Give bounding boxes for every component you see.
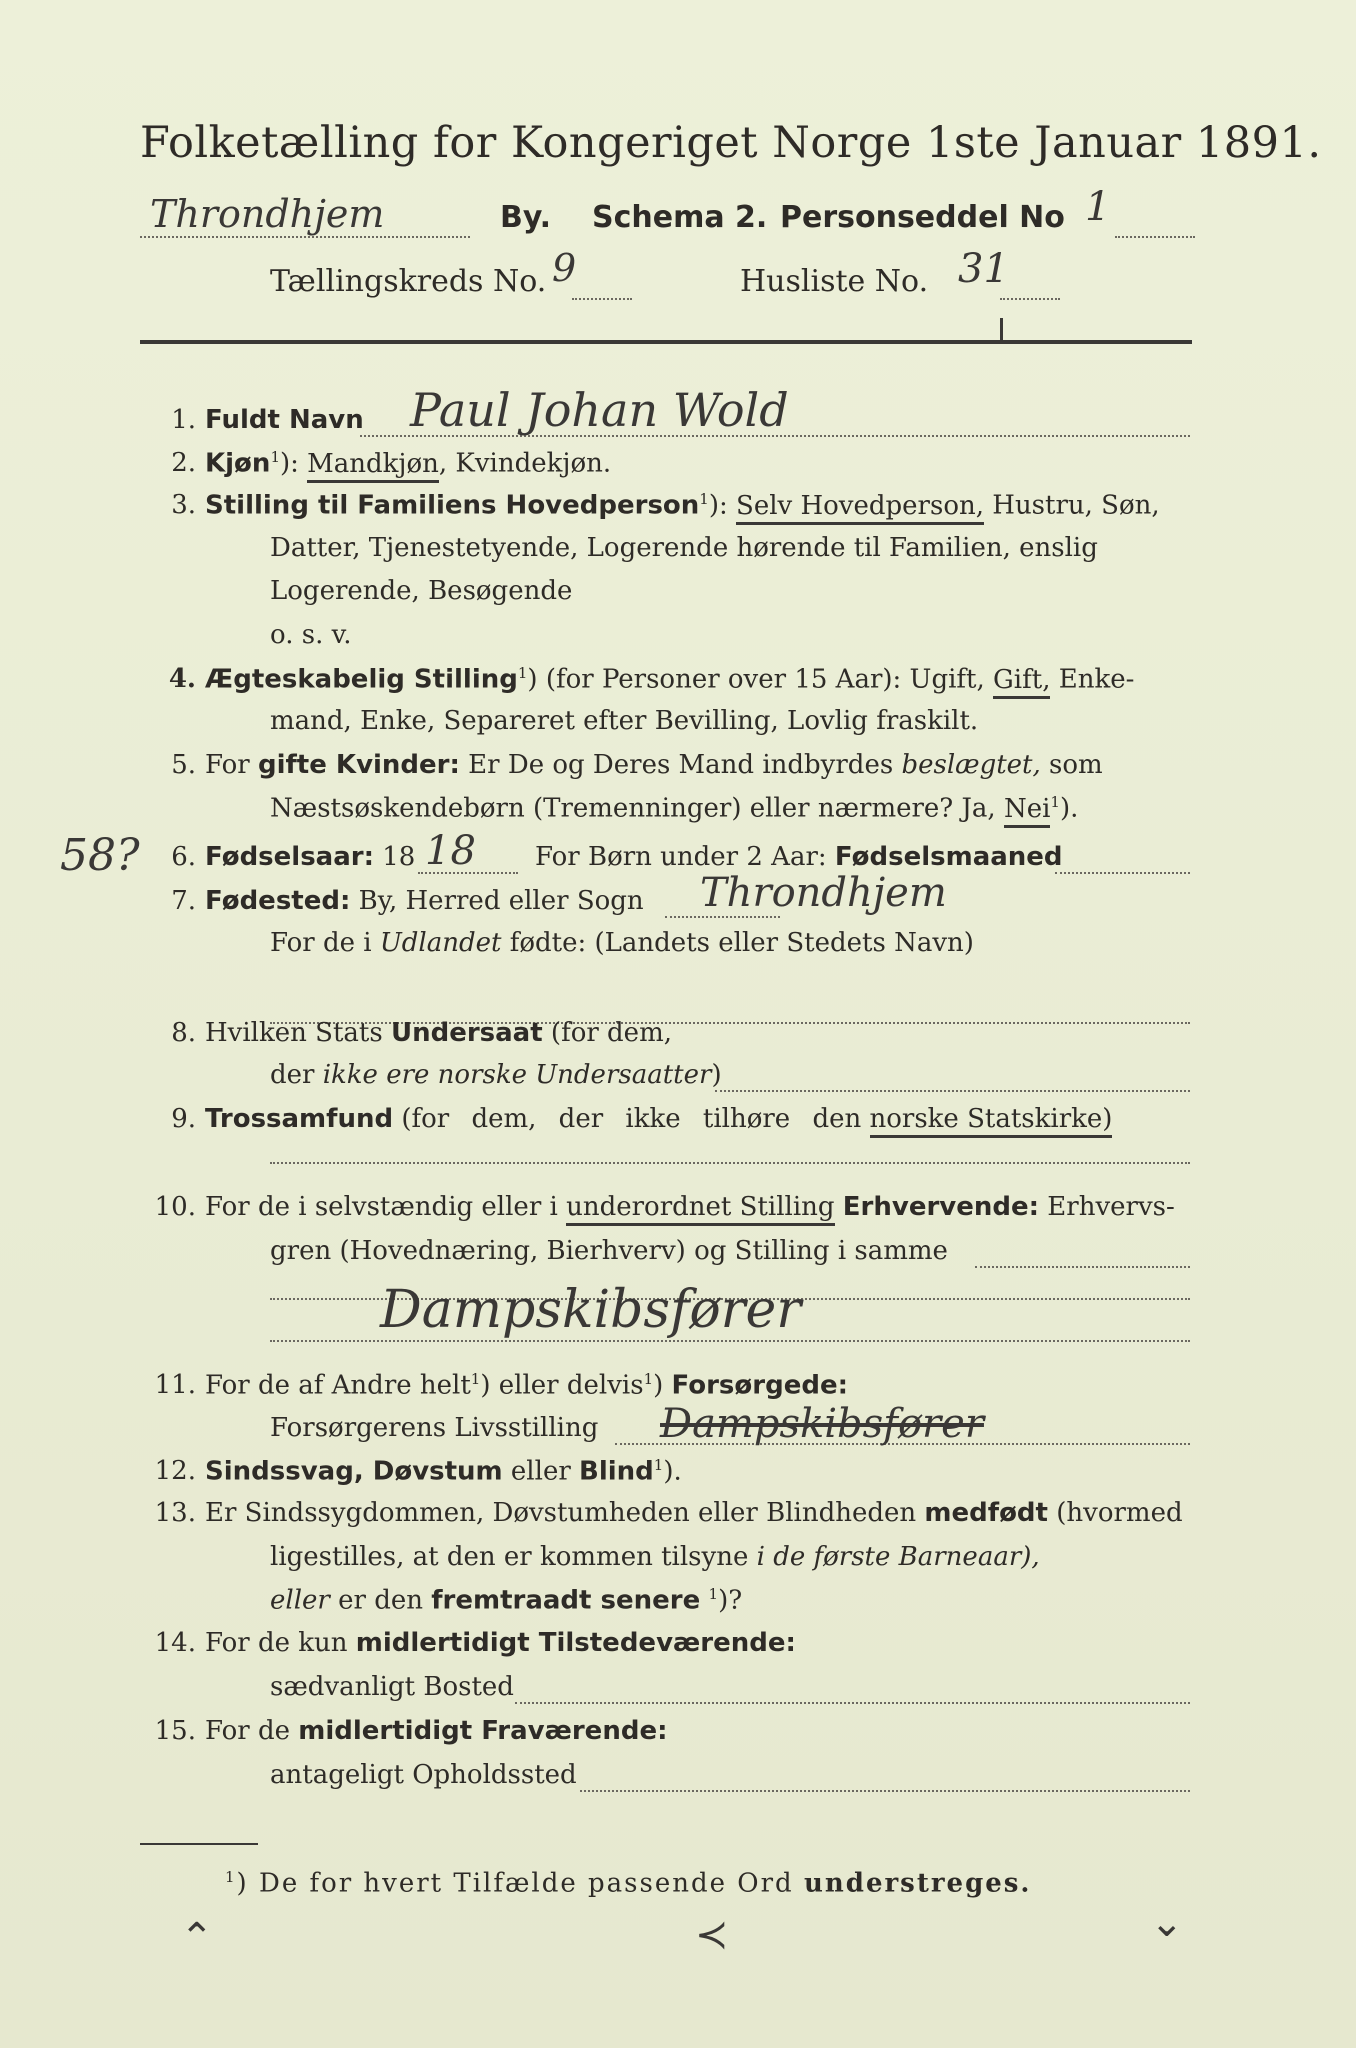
registration-mark-right: ⌄ xyxy=(1150,1900,1184,1946)
header-tick xyxy=(1000,318,1003,340)
q10-option-underordnet: underordnet Stilling xyxy=(566,1192,834,1226)
schema-label: Schema 2. xyxy=(592,200,768,235)
header-line-city xyxy=(140,184,1200,246)
q9-label: Trossamfund xyxy=(205,1104,394,1134)
q11-answer-livsstilling: Dampskibsfører xyxy=(660,1401,984,1447)
kreds-dotted-line xyxy=(572,298,632,300)
q10-answer-occupation: Dampskibsfører xyxy=(380,1280,802,1340)
q1-label: Fuldt Navn xyxy=(205,405,364,435)
q11-label: Forsørgede: xyxy=(671,1370,848,1401)
q12-label: Sindssvag, Døvstum xyxy=(205,1456,503,1487)
q6-margin-note: 58? xyxy=(60,830,140,881)
personseddel-dotted-line xyxy=(1115,236,1195,238)
census-form: Folketælling for Kongeriget Norge 1ste Januar 1891. Throndhjem By. Schema 2. Personseddel No 1 Tællingskreds No. 9 Husliste No. 31 1. Fuldt Navn Paul Johan Wold 2. Kjøn$^1$): Mandkjøn, Kvindekjøn. 3. Stilling til Familiens Hovedperson$^1$): Selv Hovedperson, Hustru, Søn, Datter, Tjenestetyende, Logerende hørende til Familien, enslig Logerende, Besøgende o. s. v. 4. Ægteskabelig Stilling$^1$) (for Personer over 15 Aar): Ugift, Gift, Enke- mand, Enke, Separeret efter Bevilling, Lovlig fraskilt. 5. For gifte Kvinder: Er De og Deres Mand indbyrdes beslægtet, som Næstsøskendebørn (Tremenninger) eller nærmere? Ja, Nei$^1$). 58? 6. Fødselsaar: 18 18 For Børn under 2 Aar: Fødselsmaaned 7. Fødested: By, Herred eller Sogn Throndhjem For de i Udlandet fødte: (Landets eller Stedets Navn) 8. Hvilken Stats Undersaat (for dem, der ikke ere norske Undersaatter) 9. Trossamfund (for dem, der ikke tilhøre den norske Statskirke) 10. For de i selvstændig eller i underordnet Stilling Erhvervende: Erhvervs- gren (Hovednæring, Bierhverv) og Stilling i samme Dampskibsfører 11. For de af Andre helt$^1$) eller delvis$^1$) Forsørgede: Forsørgerens Livsstilling Dampskibsfører 12. Sindssvag, Døvstum eller Blind$^1$). 13. Er Sindssygdommen, Døvstumheden eller Blindheden medfødt (hvormed ligestilles, at den er kommen tilsyne i de første Barneaar), eller er den fremtraadt senere $^1$)? 14. For de kun midlertidigt Tilstedeværende: sædvanligt Bosted 15. For de midlertidigt Fraværende: antageligt Opholdssted $^1$) De for hvert Tilfælde passende Ord understreges. ⌃ ≺ ⌄ xyxy=(0,0,1356,2048)
q13-label: medfødt xyxy=(924,1498,1048,1528)
q15-label: midlertidigt Fraværende: xyxy=(298,1716,668,1746)
registration-mark-center: ≺ xyxy=(695,1912,729,1958)
q3-option-selv-hovedperson: Selv Hovedperson, xyxy=(736,491,984,525)
by-label: By. xyxy=(500,200,552,235)
city-dotted-line xyxy=(140,236,470,238)
q1-answer-name: Paul Johan Wold xyxy=(410,383,789,437)
personseddel-number: 1 xyxy=(1085,184,1111,230)
footnote: $^1$) De for hvert Tilfælde passende Ord understreges. xyxy=(225,1868,1032,1899)
q14-label: midlertidigt Tilstedeværende: xyxy=(355,1628,796,1658)
registration-mark-left: ⌃ xyxy=(180,1915,214,1961)
q9-option-norske-statskirke: norske Statskirke) xyxy=(870,1104,1113,1138)
header-line-kreds xyxy=(140,246,1200,308)
q2-option-kvindekjon: Kvindekjøn. xyxy=(455,448,612,479)
q5-label: gifte Kvinder: xyxy=(257,750,460,780)
form-title: Folketælling for Kongeriget Norge 1ste Januar 1891. xyxy=(140,118,1322,168)
q7-label: Fødested: xyxy=(205,886,351,916)
q7-answer-fodested: Throndhjem xyxy=(700,870,947,916)
q10-label: Erhvervende: xyxy=(842,1192,1040,1222)
q4-option-gift: Gift, xyxy=(993,665,1050,699)
footnote-rule xyxy=(140,1843,258,1845)
husliste-number: 31 xyxy=(958,246,1009,292)
header-rule xyxy=(140,340,1192,344)
q2-label: Kjøn xyxy=(205,448,271,479)
q4-label: Ægteskabelig Stilling xyxy=(205,664,518,695)
q6-year-handwritten: 18 xyxy=(425,828,476,874)
q3-label: Stilling til Familiens Hovedperson xyxy=(205,490,700,521)
q6-label: Fødselsaar: xyxy=(205,842,374,872)
personseddel-label: Personseddel No xyxy=(780,200,1065,235)
kreds-label: Tællingskreds No. xyxy=(270,264,547,299)
husliste-label: Husliste No. xyxy=(740,264,929,299)
q8-label: Undersaat xyxy=(390,1018,543,1048)
city-handwritten: Throndhjem xyxy=(150,192,385,236)
q5-option-nei: Nei xyxy=(1004,794,1050,828)
q2-option-mandkjon: Mandkjøn xyxy=(307,449,439,483)
husliste-dotted-line xyxy=(1000,298,1060,300)
kreds-number: 9 xyxy=(552,246,577,290)
q9-blank-line xyxy=(270,1162,1190,1164)
